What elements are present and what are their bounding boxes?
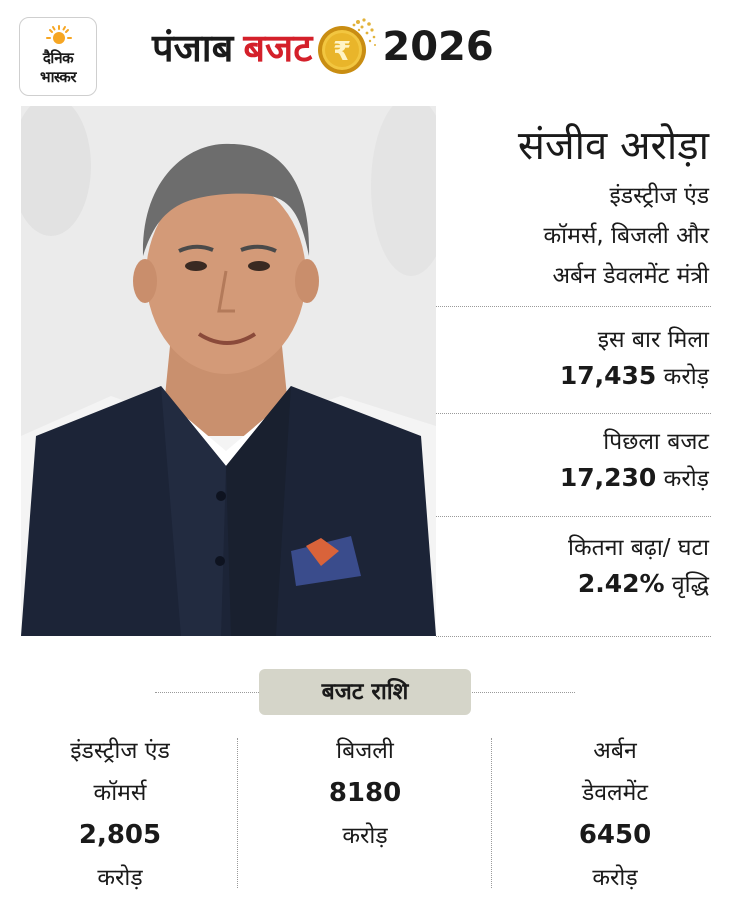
- budget-change: [459, 530, 709, 603]
- budget-column-industries: [30, 730, 210, 899]
- column-unit: करोड़: [97, 865, 143, 891]
- sun-icon: [46, 24, 72, 50]
- divider: [436, 636, 711, 637]
- rupee-coin-icon: [314, 16, 378, 78]
- received-label: इस बार मिला: [597, 327, 709, 353]
- change-unit: वृद्धि: [671, 572, 709, 598]
- logo-text-line1: दैनिक: [42, 49, 74, 67]
- received-unit: करोड़: [663, 364, 709, 390]
- column-divider: [491, 738, 492, 888]
- column-unit: करोड़: [342, 823, 388, 849]
- column-label: अर्बन: [593, 738, 637, 764]
- received-amount: 17,435: [559, 361, 657, 390]
- divider: [436, 413, 711, 414]
- minister-portfolio: [469, 176, 709, 296]
- column-amount: 8180: [328, 778, 402, 808]
- divider: [436, 306, 711, 307]
- budget-heading-badge: बजट राशि: [259, 669, 471, 715]
- portfolio-line: कॉमर्स, बिजली और: [543, 223, 709, 249]
- budget-column-electricity: [270, 730, 460, 857]
- received-budget: [459, 322, 709, 395]
- column-amount: 6450: [578, 820, 652, 850]
- column-label: बिजली: [336, 738, 394, 764]
- change-value: [459, 566, 709, 603]
- previous-unit: करोड़: [663, 466, 709, 492]
- title-punjab: पंजाब: [152, 26, 234, 70]
- column-label: डेवलमेंट: [581, 780, 649, 806]
- svg-text:₹: ₹: [333, 37, 352, 67]
- column-amount: 2,805: [78, 820, 162, 850]
- column-divider: [237, 738, 238, 888]
- received-value: [459, 358, 709, 395]
- previous-value: [459, 460, 709, 497]
- previous-amount: 17,230: [559, 463, 657, 492]
- column-label: कॉमर्स: [93, 780, 147, 806]
- logo-text-line2: भास्कर: [40, 68, 76, 86]
- portfolio-line: इंडस्ट्रीज एंड: [609, 183, 709, 209]
- previous-budget: [459, 424, 709, 497]
- title-budget: बजट: [243, 26, 313, 70]
- budget-column-urban: [520, 730, 710, 899]
- column-label: इंडस्ट्रीज एंड: [70, 738, 170, 764]
- divider: [436, 516, 711, 517]
- title-year: 2026: [382, 24, 494, 70]
- column-unit: करोड़: [592, 865, 638, 891]
- dainik-bhaskar-logo: [19, 17, 97, 96]
- portfolio-line: अर्बन डेवलमेंट मंत्री: [552, 263, 709, 289]
- minister-name: संजीव अरोड़ा: [517, 123, 709, 169]
- change-label: कितना बढ़ा/ घटा: [567, 535, 709, 561]
- minister-photo: [21, 106, 436, 636]
- change-percent: 2.42%: [577, 569, 665, 598]
- page-title: [152, 16, 494, 78]
- previous-label: पिछला बजट: [603, 429, 709, 455]
